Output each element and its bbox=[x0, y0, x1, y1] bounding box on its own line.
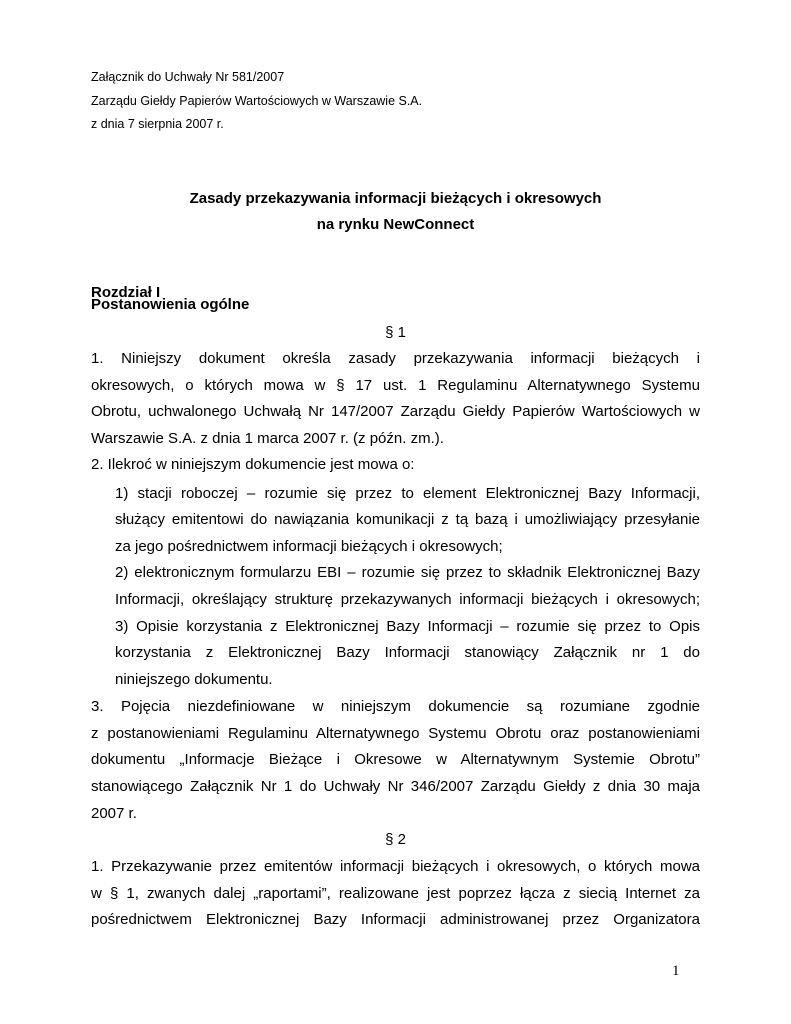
paragraph-line: w § 1, zwanych dalej „raportami”, realizowane jest poprzez łącza z siecią Internet za bbox=[91, 885, 700, 902]
list-item-line: 2) elektronicznym formularzu EBI – rozumie się przez to składnik Elektronicznej Bazy bbox=[115, 564, 700, 581]
document-title-line-2: na rynku NewConnect bbox=[316, 216, 475, 233]
paragraph-line: okresowych, o których mowa w § 17 ust. 1 Regulaminu Alternatywnego Systemu bbox=[91, 377, 700, 394]
header-line-1: Załącznik do Uchwały Nr 581/2007 bbox=[91, 70, 285, 84]
paragraph-line: dokumentu „Informacje Bieżące i Okresowe w Alternatywnym Systemie Obrotu” bbox=[91, 751, 700, 768]
list-item-line: Informacji, określający strukturę przekazywanych informacji bieżących i okresowych; bbox=[115, 591, 700, 608]
paragraph-line: 1. Przekazywanie przez emitentów informacji bieżących i okresowych, o których mowa bbox=[91, 858, 700, 875]
header-line-3: z dnia 7 sierpnia 2007 r. bbox=[91, 117, 224, 131]
chapter-name: Postanowienia ogólne bbox=[91, 296, 250, 313]
document-title-line-1: Zasady przekazywania informacji bieżących i okresowych bbox=[189, 190, 602, 207]
paragraph-line: Obrotu, uchwalonego Uchwałą Nr 147/2007 Zarządu Giełdy Papierów Wartościowych w bbox=[91, 403, 700, 420]
attachment-header bbox=[91, 66, 422, 137]
section-heading-2: § 2 bbox=[385, 831, 406, 848]
paragraph-line: 2. Ilekroć w niniejszym dokumencie jest mowa o: bbox=[91, 456, 415, 473]
list-item-line: 3) Opisie korzystania z Elektronicznej Bazy Informacji – rozumie się przez to Opis bbox=[115, 618, 700, 635]
paragraph-line: stanowiącego Załącznik Nr 1 do Uchwały Nr 346/2007 Zarządu Giełdy z dnia 30 maja bbox=[91, 778, 700, 795]
header-line-2: Zarządu Giełdy Papierów Wartościowych w Warszawie S.A. bbox=[91, 93, 423, 108]
list-item-line: niniejszego dokumentu. bbox=[115, 671, 273, 688]
paragraph-line: z postanowieniami Regulaminu Alternatywnego Systemu Obrotu oraz postanowieniami bbox=[91, 725, 700, 742]
paragraph-line: 1. Niniejszy dokument określa zasady przekazywania informacji bieżących i bbox=[91, 350, 700, 367]
paragraph-line: pośrednictwem Elektronicznej Bazy Informacji administrowanej przez Organizatora bbox=[91, 911, 700, 928]
section-heading-1: § 1 bbox=[385, 324, 406, 341]
list-item-line: korzystania z Elektronicznej Bazy Informacji stanowiący Załącznik nr 1 do bbox=[115, 644, 700, 661]
paragraph-line: Warszawie S.A. z dnia 1 marca 2007 r. (z późn. zm.). bbox=[91, 430, 444, 447]
paragraph-line: 2007 r. bbox=[91, 805, 137, 822]
list-item-line: służący emitentowi do nawiązania komunikacji z tą bazą i umożliwiający przesyłanie bbox=[115, 511, 700, 528]
list-item-line: 1) stacji roboczej – rozumie się przez to element Elektronicznej Bazy Informacji, bbox=[115, 485, 700, 502]
chapter-number: Rozdział I bbox=[91, 284, 161, 301]
page-number: 1 bbox=[672, 963, 680, 979]
list-item-line: za jego pośrednictwem informacji bieżących i okresowych; bbox=[115, 538, 503, 555]
paragraph-line: 3. Pojęcia niezdefiniowane w niniejszym dokumencie są rozumiane zgodnie bbox=[91, 698, 700, 715]
